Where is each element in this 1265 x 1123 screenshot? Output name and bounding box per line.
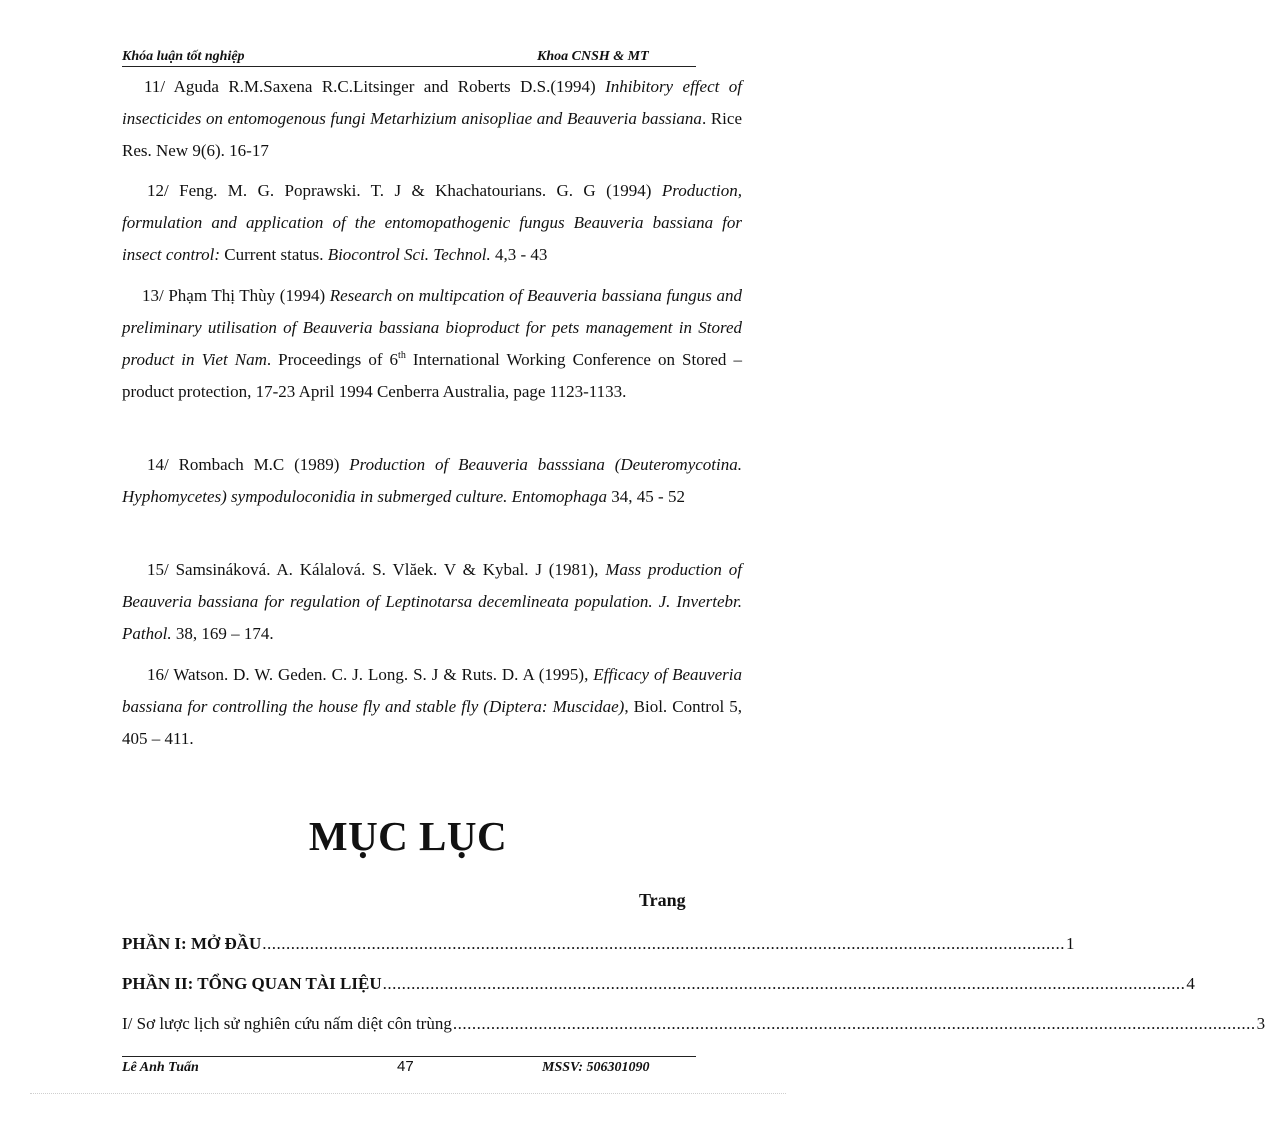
toc-entry-label: PHẦN II: TỔNG QUAN TÀI LIỆU [122,974,382,993]
running-header [122,49,696,67]
footer-student-id: MSSV: 506301090 [542,1060,650,1075]
header-faculty-label: Khoa CNSH & MT [537,49,649,64]
footer-divider [122,1056,696,1057]
reference-14: 14/ Rombach M.C (1989) Production of Beauveria basssiana (Deuteromycotina. Hyphomycetes) sympoduloconidia in submerged culture. Entomophaga 34, 45 - 52 [122,455,742,506]
toc-entry[interactable] [122,973,1195,995]
toc-entry-page: 3 [1256,1014,1265,1033]
header-thesis-label: Khóa luận tốt nghiệp [122,49,245,64]
reference-16: 16/ Watson. D. W. Geden. C. J. Long. S. J & Ruts. D. A (1995), Efficacy of Beauveria bassiana for controlling the house fly and stable fly (Diptera: Muscidae), Biol. Control 5, 405 – 411. [122,665,742,748]
toc-entry-page: 1 [1066,934,1075,953]
reference-11: 11/ Aguda R.M.Saxena R.C.Litsinger and Roberts D.S.(1994) Inhibitory effect of insecticides on entomogenous fungi Metarhizium anisopliae and Beauveria bassiana. Rice Res. New 9(6). 16-17 [122,77,742,160]
toc-entry-page: 4 [1186,974,1195,993]
reference-12: 12/ Feng. M. G. Poprawski. T. J & Khachatourians. G. G (1994) Production, formulation and application of the entomopathogenic fungus Beauveria bassiana for insect control: Current status. Biocontrol Sci. Technol. 4,3 - 43 [122,181,742,264]
toc-entry-label: I/ Sơ lược lịch sử nghiên cứu nấm diệt côn trùng [122,1014,452,1033]
page-edge-divider [30,1093,786,1094]
reference-13: 13/ Phạm Thị Thùy (1994) Research on multipcation of Beauveria bassiana fungus and preliminary utilisation of Beauveria bassiana bioproduct for pets management in Stored product in Viet Nam. Proceedings of 6th International Working Conference on Stored – product protection, 17-23 April 1994 Cenberra Australia, page 1123-1133. [122,286,742,401]
footer-author: Lê Anh Tuấn [122,1060,199,1075]
toc-leader-dots: ......................................................................................................................................................................... [262,934,1066,953]
toc-page-column-label: Trang [639,890,686,910]
reference-15: 15/ Samsináková. A. Kálalová. S. Vlăek. V & Kybal. J (1981), Mass production of Beauveria bassiana for regulation of Leptinotarsa decemlineata population. J. Invertebr. Pathol. 38, 169 – 174. [122,560,742,643]
toc-entry[interactable] [122,1013,1265,1035]
toc-entry[interactable] [122,933,1075,955]
toc-leader-dots: ......................................................................................................................................................................... [452,1014,1256,1033]
toc-title: MỤC LỤC [308,813,508,859]
page-number: 47 [397,1058,414,1075]
toc-entry-label: PHẦN I: MỞ ĐẦU [122,934,262,953]
toc-leader-dots: ......................................................................................................................................................................... [382,974,1186,993]
